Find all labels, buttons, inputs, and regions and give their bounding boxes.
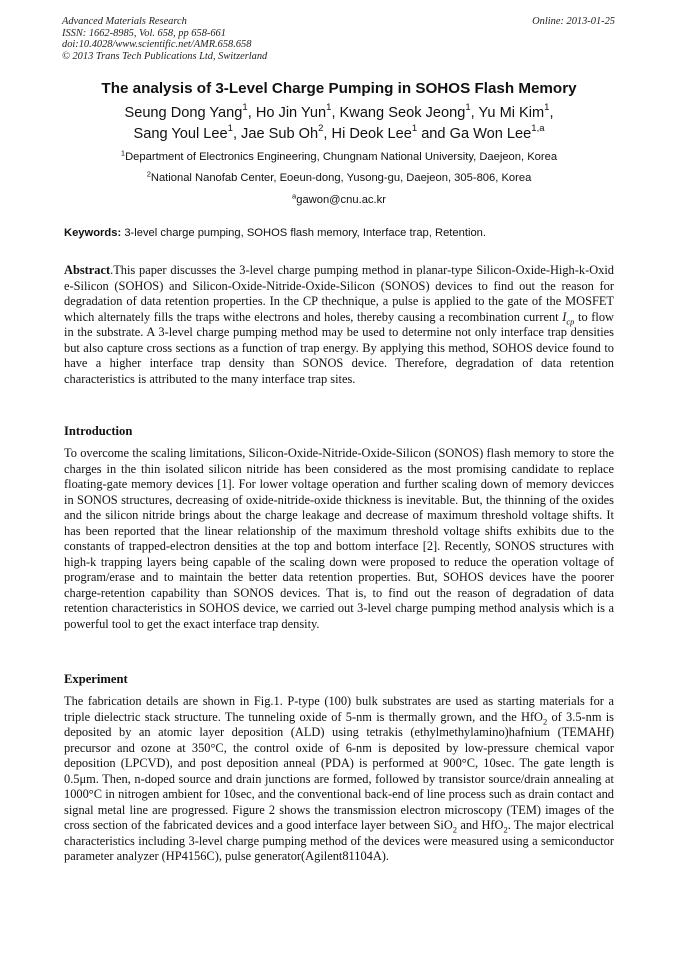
keywords-label: Keywords: — [64, 227, 122, 239]
paper-title: The analysis of 3-Level Charge Pumping in SOHOS Flash Memory — [101, 80, 577, 97]
author: Ga Won Lee$^{1,a}$ — [449, 123, 545, 142]
affiliation-1: $^1$Department of Electronics Engineering, Chungnam National University, Daejeon, Korea — [120, 148, 558, 163]
introduction-text: To overcome the scaling limitations, Silicon-Oxide-Nitride-Oxide-Silicon (SONOS) flash memory to store the charges in the thin isolated silicon nitride has been considered as the most promising candidate to replace floating-gate memory devices [1]. For lower voltage operation and further scaling down of memory devicces in SONOS structures, decreasing of oxide-nitride-oxide thickness is inevitable. But, the thinning of the oxides and the silicon nitride brings about the charge leakage and decrease of maximum threshold voltage shifts. It has been reported that the linear relationship of the maximum threshold voltage shifts exhibits due to the constants of trapped-electron densities at the top and bottom interface [2]. Recently, SONOS structures with high-k trapping layers being capable of the scaling down were proposed to reduce the operation voltage of program/erase and to maintain the better data retention properties. But, SOHOS devices have the poorer charge-retention capability than SONOS devices. That is, to find out the reason of degradation of data retention characteristics in SOHOS device, we carried out 3-level charge pumping method analysis which is a powerful tool to get the exact interface trap density. — [64, 446, 614, 632]
author: Jae Sub Oh$^2$, — [241, 123, 332, 142]
introduction-heading: Introduction — [64, 424, 133, 438]
author: Hi Deok Lee$^1$ and — [331, 123, 450, 142]
experiment-text: The fabrication details are shown in Fig.1. P-type (100) bulk substrates are used as starting materials for a triple dielectric stack structure. The tunneling oxide of 5-nm is thermally grown, and the HfO$_2$ of 3.5-nm is deposited by an atomic layer deposition (ALD) using tetrakis (ethylmethylamino)hafnium (TEMAHf) precursor and ozone at 350°C, the control oxide of 6-nm is deposited by low-pressure chemical vapor deposition (LPCVD), and post deposition anneal (PDA) is performed at 900°C, 10sec. The gate length is 0.5μm. Then, n-doped source and drain junctions are formed, followed by transistor source/drain annealing at 1000°C in nitrogen ambient for 10sec, and the conventional back-end of line process such as drain contact and signal metal line are progressed. Figure 2 shows the transmission electron microscopy (TEM) images of the cross section of the fabricated devices and a good interface layer between SiO$_2$ and HfO$_2$. The major electrical characteristics including 3-level charge pumping method of the devices were measured using a semiconductor parameter analyzer (HP4156C), pulse generator(Agilent81104A). — [64, 694, 615, 864]
journal-issn: ISSN: 1662-8985, Vol. 658, pp 658-661 — [62, 27, 226, 39]
author: Kwang Seok Jeong$^1$, — [339, 102, 479, 121]
journal-doi[interactable]: doi:10.4028/www.scientific.net/AMR.658.658 — [62, 39, 252, 51]
affiliation-2: $^2$National Nanofab Center, Eoeun-dong, Yusong-gu, Daejeon, 305-806, Korea — [146, 169, 532, 184]
keywords-text: 3-level charge pumping, SOHOS flash memory, Interface trap, Retention. — [124, 227, 486, 239]
journal-name: Advanced Materials Research — [62, 16, 187, 27]
email-link[interactable]: gawon@cnu.ac.kr — [296, 194, 386, 206]
online-date: Online: 2013-01-25 — [532, 16, 615, 27]
author: Sang Youl Lee$^1$, — [133, 123, 242, 142]
abstract-label: Abstract — [64, 263, 111, 277]
abstract: Abstract.This paper discusses the 3-level charge pumping method in planar-type Silicon-Oxide-High-k-Oxid e-Silicon (SOHOS) and Silicon-Oxide-Nitride-Oxide-Silicon (SONOS) devices to find out the reason for degradation of data retention properties. In the CP thechnique, a pulse is applied to the gate of the MOSFET which alternately fills the traps withe electrons and holes, thereby causing a recombination current $I_{cp}$ to flow in the substrate. A 3-level charge pumping method may be used to determine not only interface trap densities but also capture cross sections as a function of trap energy. By applying this method, SOHOS device found to have a higher interface trap density than SONOS device. Therefore, degradation of data retention characteristics is attributed to the many interface trap sites. — [64, 263, 615, 386]
author: Yu Mi Kim$^1$, — [478, 102, 554, 121]
author-list — [40, 103, 638, 145]
author: Seung Dong Yang$^1$, — [124, 102, 256, 121]
author: Ho Jin Yun$^1$, — [255, 102, 340, 121]
keywords — [64, 226, 624, 240]
journal-meta — [62, 16, 267, 62]
experiment-heading: Experiment — [64, 672, 128, 686]
author-email: $^a$gawon@cnu.ac.kr — [292, 191, 386, 206]
journal-copyright: © 2013 Trans Tech Publications Ltd, Switzerland — [62, 50, 268, 62]
